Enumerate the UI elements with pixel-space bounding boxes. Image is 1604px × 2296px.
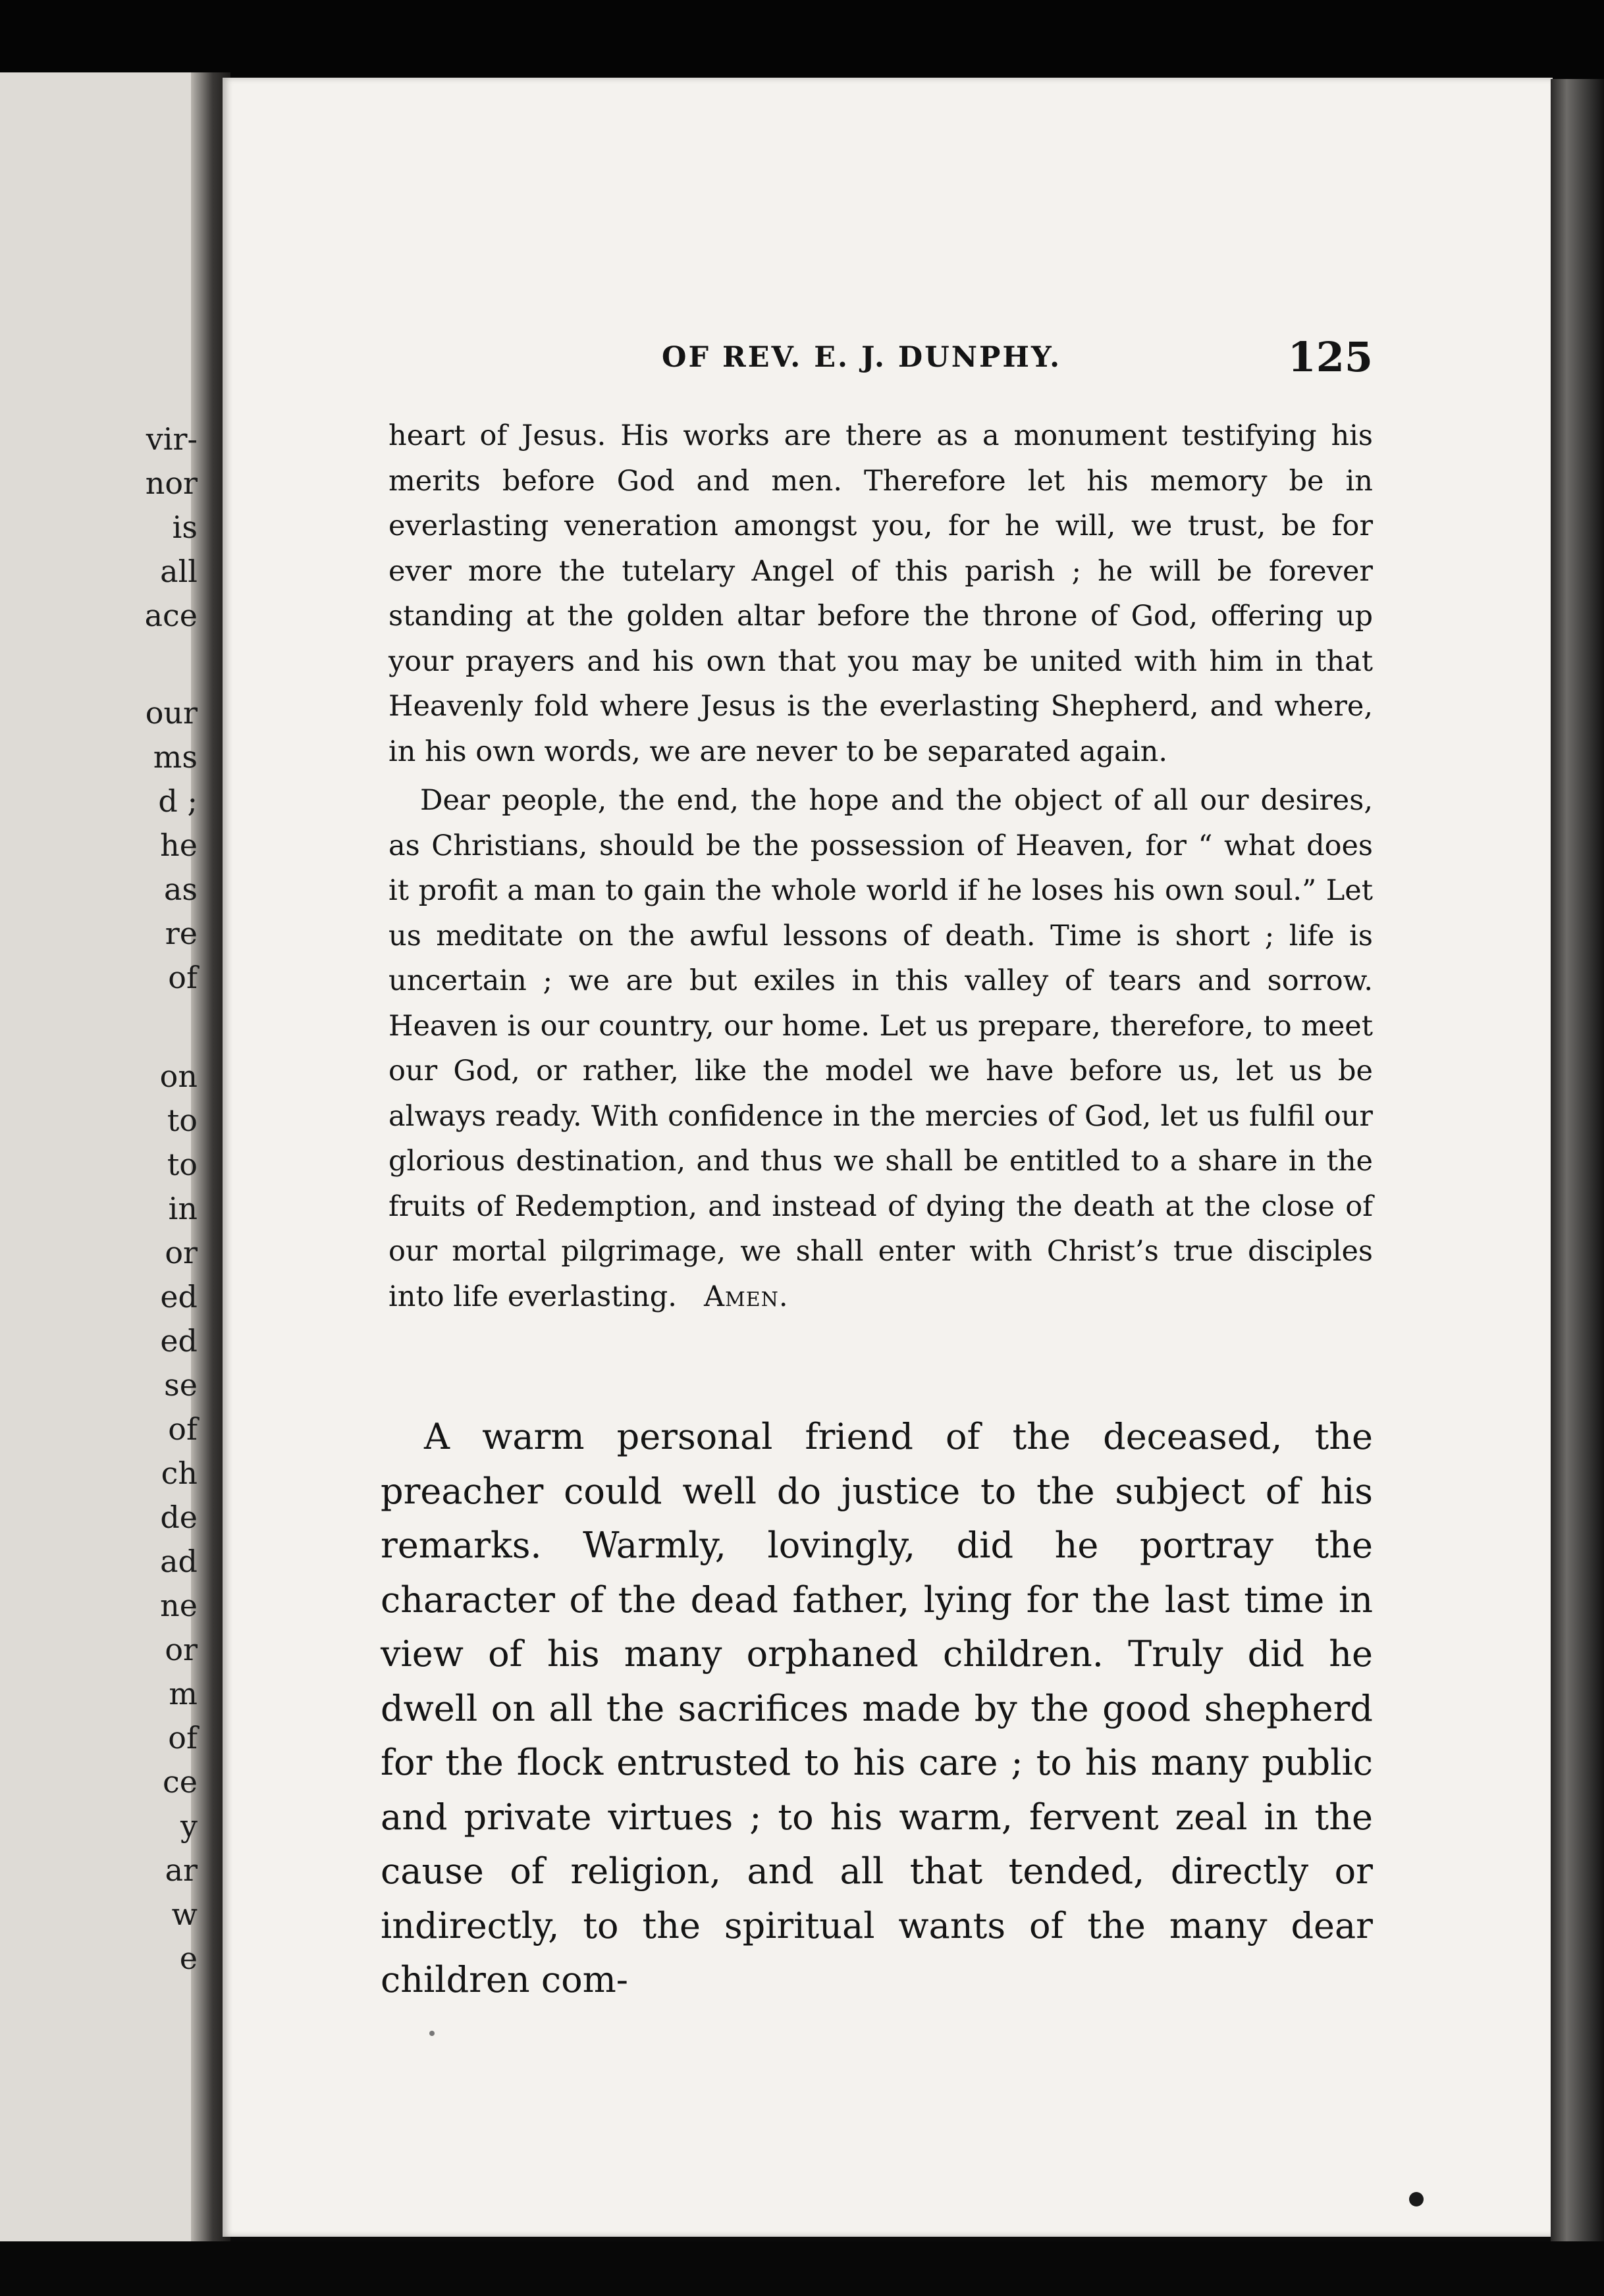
left-page-fragment: ace bbox=[144, 598, 198, 633]
left-page-fragment: w bbox=[171, 1896, 198, 1932]
left-page-fragment: in bbox=[168, 1191, 198, 1226]
left-page-fragment: de bbox=[160, 1500, 198, 1535]
left-page-fragment: ch bbox=[161, 1455, 198, 1491]
running-head: OF REV. E. J. DUNPHY. bbox=[662, 341, 1062, 374]
left-page-fragment: re bbox=[165, 916, 198, 951]
left-page-fragment: to bbox=[167, 1103, 198, 1138]
left-page-fragment: he bbox=[160, 827, 198, 863]
narrative-paragraph: A warm personal friend of the deceased, the preacher could well do justice to the subject of his remarks. Warmly, lovingly, did he portray the character of the dead father, lying for the last time in view of his many orphaned children. Truly did he dwell on all the sacrifices made by the good shepherd for the flock entrusted to his care ; to his many public and private virtues ; to his warm, fervent zeal in the cause of religion, and all that tended, directly or indirectly, to the spiritual wants of the many dear children com- bbox=[381, 1416, 1373, 2000]
page-edge-right bbox=[1551, 79, 1604, 2296]
left-page-fragment: e bbox=[179, 1941, 198, 1976]
left-page-fragment: m bbox=[169, 1676, 198, 1711]
left-page-fragment: ad bbox=[160, 1544, 198, 1579]
left-page-fragment: all bbox=[160, 554, 198, 589]
left-page-fragment: ed bbox=[160, 1323, 198, 1359]
left-page-fragment: of bbox=[168, 1411, 198, 1447]
left-page-fragment: se bbox=[164, 1367, 198, 1403]
page-header bbox=[662, 329, 1373, 388]
left-page-fragment: d ; bbox=[158, 783, 198, 819]
sermon-paragraph-1: heart of Jesus. His works are there as a monument testifying his merits before God and men. Therefore let his memory be in everlasting veneration amongst you, for he will, we trust, be for ever more the tutelary Angel of this parish ; he will be forever standing at the golden altar before the throne of God, offering up your prayers and his own that you may be united with him in that Heavenly fold where Jesus is the everlasting Shepherd, and where, in his own words, we are never to be separated again. bbox=[388, 419, 1373, 768]
left-page-fragment: on bbox=[159, 1058, 198, 1094]
left-page-fragment: y bbox=[180, 1808, 198, 1844]
left-page-fragment: to bbox=[167, 1147, 198, 1182]
left-page-fragment: or bbox=[165, 1235, 198, 1270]
ink-speck bbox=[1409, 2192, 1424, 2206]
sermon-paragraph-2-text: Dear people, the end, the hope and the object of all our desires, as Christians, should be the possession of Heaven, for “ what does it profit a man to gain the whole world if he loses his own soul.” Let us meditate on the awful lessons of death. Time is short ; life is uncertain ; we are but exiles in this valley of tears and sorrow. Heaven is our country, our home. Let us prepare, therefore, to meet our God, or rather, like the model we have before us, let us be always ready. With confidence in the mercies of God, let us fulfil our glorious destination, and thus we shall be entitled to a share in the fruits of Redemption, and instead of dying the death at the close of our mortal pilgrimage, we shall enter with Christ’s true disciples into life everlasting. bbox=[388, 784, 1373, 1313]
scan-border-bottom bbox=[0, 2241, 1604, 2296]
left-page-fragment: or bbox=[165, 1632, 198, 1667]
left-page-fragment: ar bbox=[165, 1852, 198, 1888]
narrative-text bbox=[381, 1410, 1373, 2008]
left-page-fragment: of bbox=[168, 1720, 198, 1756]
left-page-fragment: nor bbox=[145, 465, 198, 501]
left-page-fragment: our bbox=[145, 695, 198, 731]
left-page-fragment: ms bbox=[153, 739, 198, 775]
sermon-paragraph-2 bbox=[388, 778, 1373, 1319]
left-page-fragment: is bbox=[172, 509, 198, 545]
left-page-fragment: ce bbox=[163, 1764, 198, 1800]
left-page-fragment: vir- bbox=[146, 421, 198, 457]
sermon-text bbox=[388, 413, 1373, 1319]
ink-speck bbox=[429, 2031, 435, 2036]
left-page-fragment: ed bbox=[160, 1279, 198, 1315]
sermon-closing: Amen. bbox=[703, 1280, 789, 1313]
left-page-fragment: as bbox=[163, 872, 198, 907]
left-page-fragment: ne bbox=[160, 1588, 198, 1623]
page-number: 125 bbox=[1287, 333, 1373, 381]
left-page-fragment: of bbox=[168, 960, 198, 995]
